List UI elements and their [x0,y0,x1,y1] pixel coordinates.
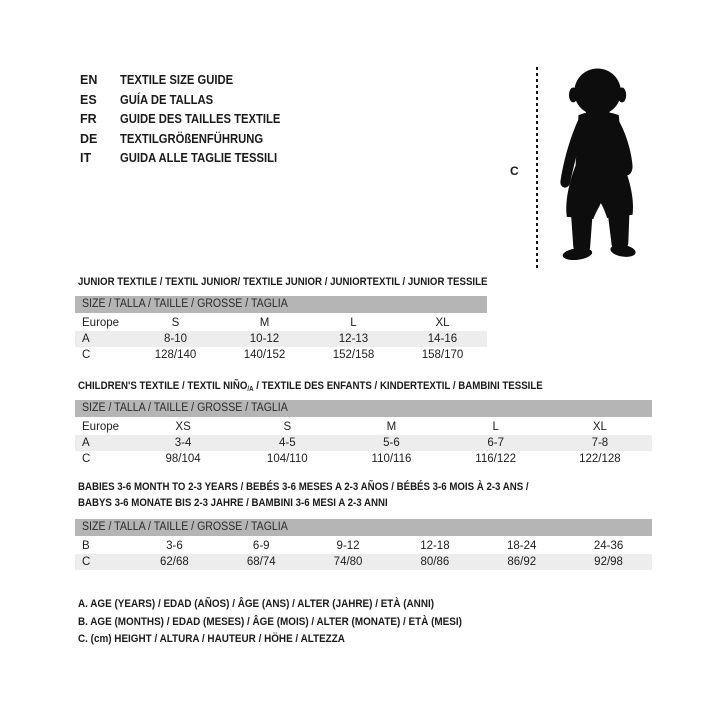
junior-size-table [75,315,487,363]
size-cell: 6-9 [252,540,270,552]
children-size-table-block [75,400,652,467]
language-code: FR [80,112,97,126]
size-cell: 92/98 [594,556,623,568]
language-row-fr [80,110,298,130]
child-silhouette-icon [545,60,665,272]
table-row [75,554,652,570]
row-label-cell: C [82,453,91,465]
size-cell: 12-13 [338,333,369,345]
size-cell: 68/74 [246,556,276,568]
size-cell: S [283,421,292,433]
row-label-cell: Europe [82,421,120,433]
children-section-title-text: CHILDREN'S TEXTILE / TEXTIL $NIÑO_{/A}$ / TEXTILE DES ENFANTS / KINDERTEXTIL / BAMBINI TESSILE [78,380,543,393]
size-header-text: SIZE / TALLA / TAILLE / GRÖSSE / TAGLIA [82,402,288,414]
language-label: GUÍA DE TALLAS [120,92,214,107]
language-code: EN [80,73,98,87]
language-label: GUIDE DES TAILLES TEXTILE [120,112,281,126]
nino-a-subscript: /A [247,386,254,393]
size-cell: M [386,421,397,433]
size-cell: 18-24 [507,540,537,552]
row-label-cell: C [82,349,91,361]
size-cell: XL [592,421,607,433]
note-age-months: B. AGE (MONTHS) / EDAD (MESES) / ÂGE (MOIS) / ALTER (MONATE) / ETÀ (MESI) [78,615,462,628]
language-label: GUIDA ALLE TAGLIE TESSILI [120,151,278,165]
language-code: IT [80,151,92,165]
babies-size-table [75,538,652,570]
size-cell: 98/104 [165,453,201,465]
babies-section-title-line1: BABIES 3-6 MONTH TO 2-3 YEARS / BEBÉS 3-6 MESES A 2-3 AÑOS / BÉBÉS 3-6 MOIS À 2-3 ANS / [78,481,529,493]
size-header-bar [75,296,487,313]
language-code: DE [80,131,98,146]
size-cell: 86/92 [507,556,537,568]
size-cell: 140/152 [243,349,286,361]
size-cell: 4-5 [278,437,296,449]
language-code: ES [80,92,97,107]
legend-notes [78,596,505,649]
junior-section-title-text: JUNIOR TEXTILE / TEXTIL JUNIOR/ TEXTILE JUNIOR / JUNIORTEXTIL / JUNIOR TESSILE [78,276,488,288]
babies-section-title-line2: BABYS 3-6 MONATE BIS 2-3 JAHRE / BAMBINI 3-6 MESI A 2-3 ANNI [78,497,388,509]
table-row [75,451,652,467]
size-cell: 9-12 [336,540,360,552]
size-cell: 80/86 [420,556,450,568]
language-list [80,71,298,169]
note-age-years: A. AGE (YEARS) / EDAD (AÑOS) / ÂGE (ANS) / ALTER (JAHRE) / ETÀ (ANNI) [78,598,435,610]
note-height-cm: C. (cm) HEIGHT / ALTURA / HAUTEUR / HÖHE / ALTEZZA [78,633,345,645]
size-cell: 8-10 [163,333,188,345]
table-row [75,538,652,554]
language-row-en [80,71,298,91]
size-cell: S [171,317,180,329]
row-label-cell: Europe [82,317,120,329]
table-row [75,419,652,435]
size-cell: 24-36 [593,540,624,552]
row-label-cell: C [82,556,91,568]
babies-section-title [78,479,590,511]
junior-size-table-block [75,296,487,363]
size-cell: 6-7 [487,437,504,449]
size-cell: 128/140 [154,349,197,361]
size-cell: 158/170 [421,349,464,361]
size-cell: M [259,317,270,329]
table-row [75,331,487,347]
size-header-bar [75,400,652,417]
size-cell: 116/122 [475,453,517,465]
size-cell: 12-18 [420,540,450,552]
babies-size-table-block [75,519,652,570]
size-cell: 10-12 [249,333,280,345]
size-cell: 5-6 [383,437,400,449]
size-cell: 62/68 [160,556,189,568]
size-cell: 104/110 [266,453,308,465]
height-dashed-line [536,67,538,269]
size-cell: 110/116 [371,453,412,465]
size-cell: 7-8 [591,437,609,449]
size-cell: L [350,317,357,329]
size-header-text: SIZE / TALLA / TAILLE / GRÖSSE / TAGLIA [82,298,288,310]
size-header-text: SIZE / TALLA / TAILLE / GRÖSSE / TAGLIA [82,521,288,533]
table-row [75,315,487,331]
language-label: TEXTILE SIZE GUIDE [120,73,234,87]
size-cell: 122/128 [579,453,621,465]
size-cell: L [492,421,499,433]
size-cell: 152/158 [332,349,375,361]
size-cell: 3-6 [166,540,183,552]
table-row [75,435,652,451]
language-row-es [80,91,298,111]
row-label-cell: A [82,333,90,345]
size-header-bar [75,519,652,536]
children-section-title [78,378,606,398]
size-cell: 74/80 [333,556,363,568]
size-cell: XL [435,317,450,329]
row-label-cell: B [82,540,90,552]
language-row-it [80,149,298,169]
height-c-label: C [510,164,519,178]
junior-section-title [78,274,543,290]
children-size-table [75,419,652,467]
language-label: TEXTILGRÖßENFÜHRUNG [120,131,264,146]
size-cell: 3-4 [174,437,192,449]
row-label-cell: A [82,437,90,449]
language-row-de [80,130,298,150]
size-cell: XS [175,421,191,433]
size-cell: 14-16 [427,333,458,345]
table-row [75,347,487,363]
